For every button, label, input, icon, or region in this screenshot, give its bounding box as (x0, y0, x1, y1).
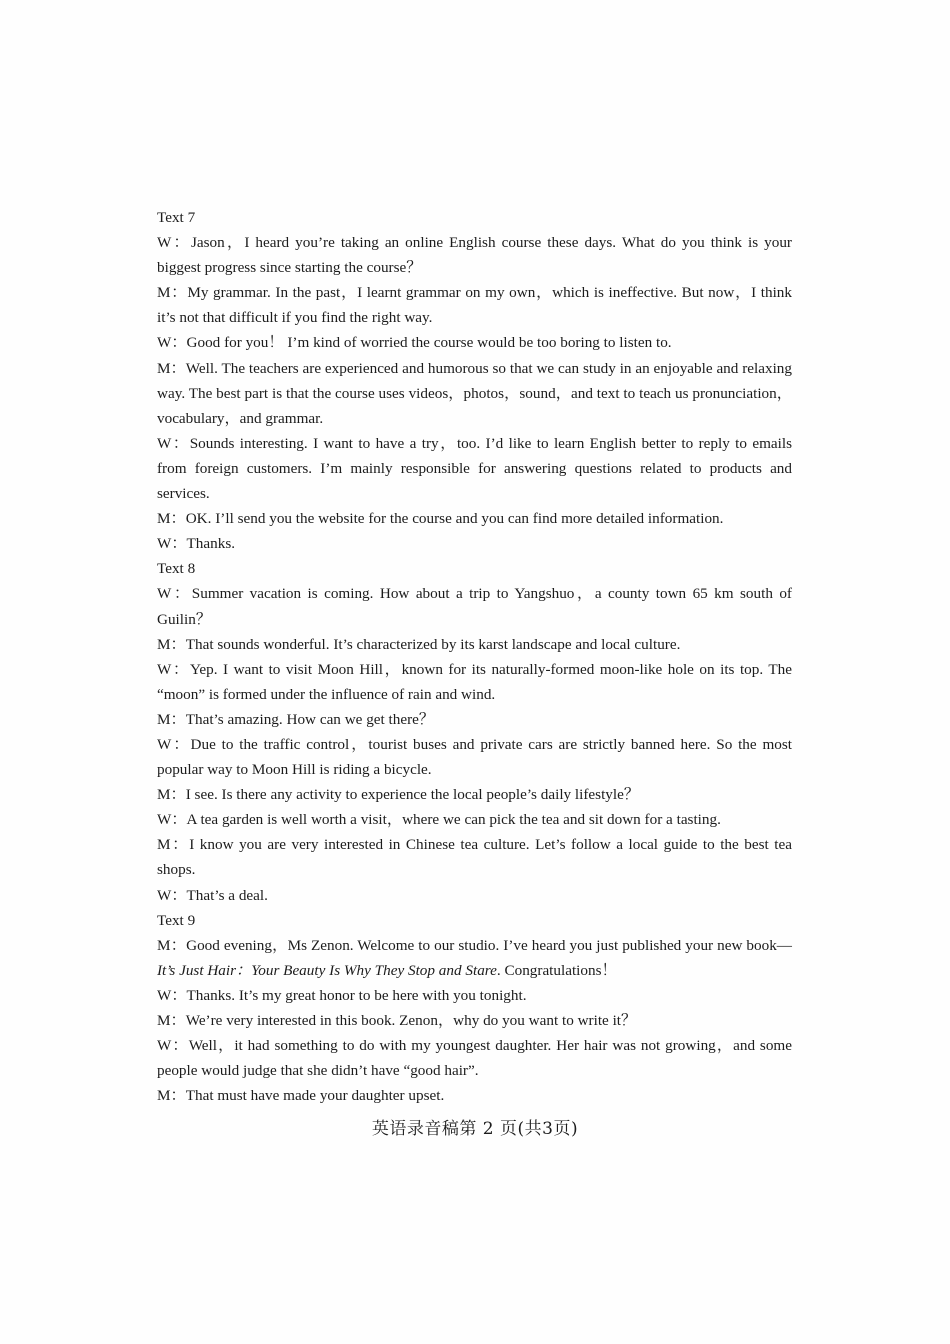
speaker-label: W： (157, 1037, 189, 1055)
speaker-label: M： (157, 836, 190, 854)
speaker-label: M： (157, 284, 188, 302)
speaker-label: W： (157, 585, 192, 603)
dialogue-text: A tea garden is well worth a visit，where we can pick the tea and sit down for a tasting. (186, 811, 721, 829)
dialogue-line (157, 807, 792, 832)
speaker-label: W： (157, 986, 187, 1004)
dialogue-text: That’s amazing. How can we get there？ (185, 710, 435, 728)
text9-heading: Text 9 (157, 911, 196, 929)
dialogue-line (157, 1033, 792, 1083)
dialogue-text: Summer vacation is coming. How about a trip to Yangshuo，a county town 65 km south of Guilin？ (157, 585, 792, 628)
dialogue-line (157, 1083, 792, 1108)
dialogue-line (157, 732, 792, 782)
speaker-label: W： (157, 735, 191, 753)
dialogue-text: My grammar. In the past，I learnt grammar on my own，which is ineffective. But now，I think it’s not that difficult if you find the right way. (157, 284, 792, 327)
dialogue-line (157, 280, 792, 330)
dialogue-line (157, 230, 792, 280)
text8-heading: Text 8 (157, 560, 196, 578)
dialogue-text: I see. Is there any activity to experience the local people’s daily lifestyle？ (185, 786, 640, 804)
dialogue-line (157, 356, 792, 431)
dialogue-line (157, 883, 792, 908)
dialogue-line (157, 632, 792, 657)
speaker-label: M： (157, 710, 186, 728)
dialogue-text: Thanks. (186, 535, 236, 553)
dialogue-line (157, 431, 792, 506)
dialogue-line (157, 983, 792, 1008)
dialogue-text: OK. I’ll send you the website for the course and you can find more detailed information. (185, 510, 724, 528)
dialogue-line (157, 657, 792, 707)
dialogue-text: That’s a deal. (186, 886, 268, 904)
speaker-label: M： (157, 359, 186, 377)
speaker-label: M： (157, 510, 186, 528)
dialogue-line (157, 832, 792, 882)
dialogue-line (157, 1008, 792, 1033)
dialogue-line (157, 531, 792, 556)
text8-dialogue (157, 581, 792, 907)
speaker-label: W： (157, 234, 191, 252)
speaker-label: M： (157, 1012, 186, 1029)
text7-dialogue (157, 230, 792, 556)
dialogue-text: Well. The teachers are experienced and humorous so that we can study in an enjoyable and relaxing way. The best part is that the course uses videos，photos，sound，and text to teach us pronunciation，vocabulary，and grammar. (157, 359, 792, 427)
dialogue-text: Due to the traffic control，tourist buses and private cars are strictly banned here. So the most popular way to Moon Hill is riding a bicycle. (157, 735, 792, 779)
dialogue-text: Well，it had something to do with my youngest daughter. Her hair was not growing，and some people would judge that she didn’t have “good hair”. (157, 1037, 792, 1080)
dialogue-text: That sounds wonderful. It’s characterized by its karst landscape and local culture. (185, 635, 681, 653)
dialogue-text: Good evening，Ms Zenon. Welcome to our studio. I’ve heard you just published your new book— (186, 936, 792, 954)
speaker-label: W： (157, 535, 187, 553)
speaker-label: M： (157, 1087, 186, 1105)
speaker-label: W： (157, 660, 190, 678)
dialogue-text: We’re very interested in this book. Zenon，why do you want to write it？ (185, 1012, 637, 1029)
speaker-label: M： (157, 786, 186, 804)
dialogue-line (157, 707, 792, 732)
speaker-label: W： (157, 434, 190, 452)
dialogue-text: . Congratulations！ (496, 961, 617, 979)
dialogue-text: Good for you！ I’m kind of worried the course would be too boring to listen to. (186, 334, 672, 352)
speaker-label: M： (157, 936, 187, 954)
dialogue-text: Sounds interesting. I want to have a try，too. I’d like to learn English better to reply to emails from foreign customers. I’m mainly responsible for answering questions related to products and services. (157, 434, 793, 503)
dialogue-line (157, 581, 792, 631)
dialogue-text: Yep. I want to visit Moon Hill，known for its naturally-formed moon-like hole on its top. The “moon” is formed under the influence of rain and wind. (157, 660, 792, 703)
speaker-label: W： (157, 334, 187, 352)
dialogue-text: I know you are very interested in Chinese tea culture. Let’s follow a local guide to the best tea shops. (157, 836, 792, 879)
dialogue-line (157, 506, 792, 531)
dialogue-text: Jason，I heard you’re taking an online English course these days. What do you think is your biggest progress since starting the course？ (157, 234, 792, 277)
speaker-label: M： (157, 635, 186, 653)
dialogue-line (157, 330, 792, 355)
dialogue-line (157, 782, 792, 807)
dialogue-line (157, 933, 792, 983)
book-title: It’s Just Hair：Your Beauty Is Why They Stop and Stare (157, 961, 497, 979)
speaker-label: W： (157, 811, 187, 829)
dialogue-text: Thanks. It’s my great honor to be here with you tonight. (186, 986, 527, 1004)
page-footer: 英语录音稿第 2 页(共3页) (371, 1119, 579, 1139)
text9-dialogue (157, 933, 792, 1109)
speaker-label: W： (157, 886, 187, 904)
text7-heading: Text 7 (157, 209, 196, 226)
dialogue-text: That must have made your daughter upset. (185, 1087, 445, 1105)
transcript-body (157, 205, 792, 1108)
